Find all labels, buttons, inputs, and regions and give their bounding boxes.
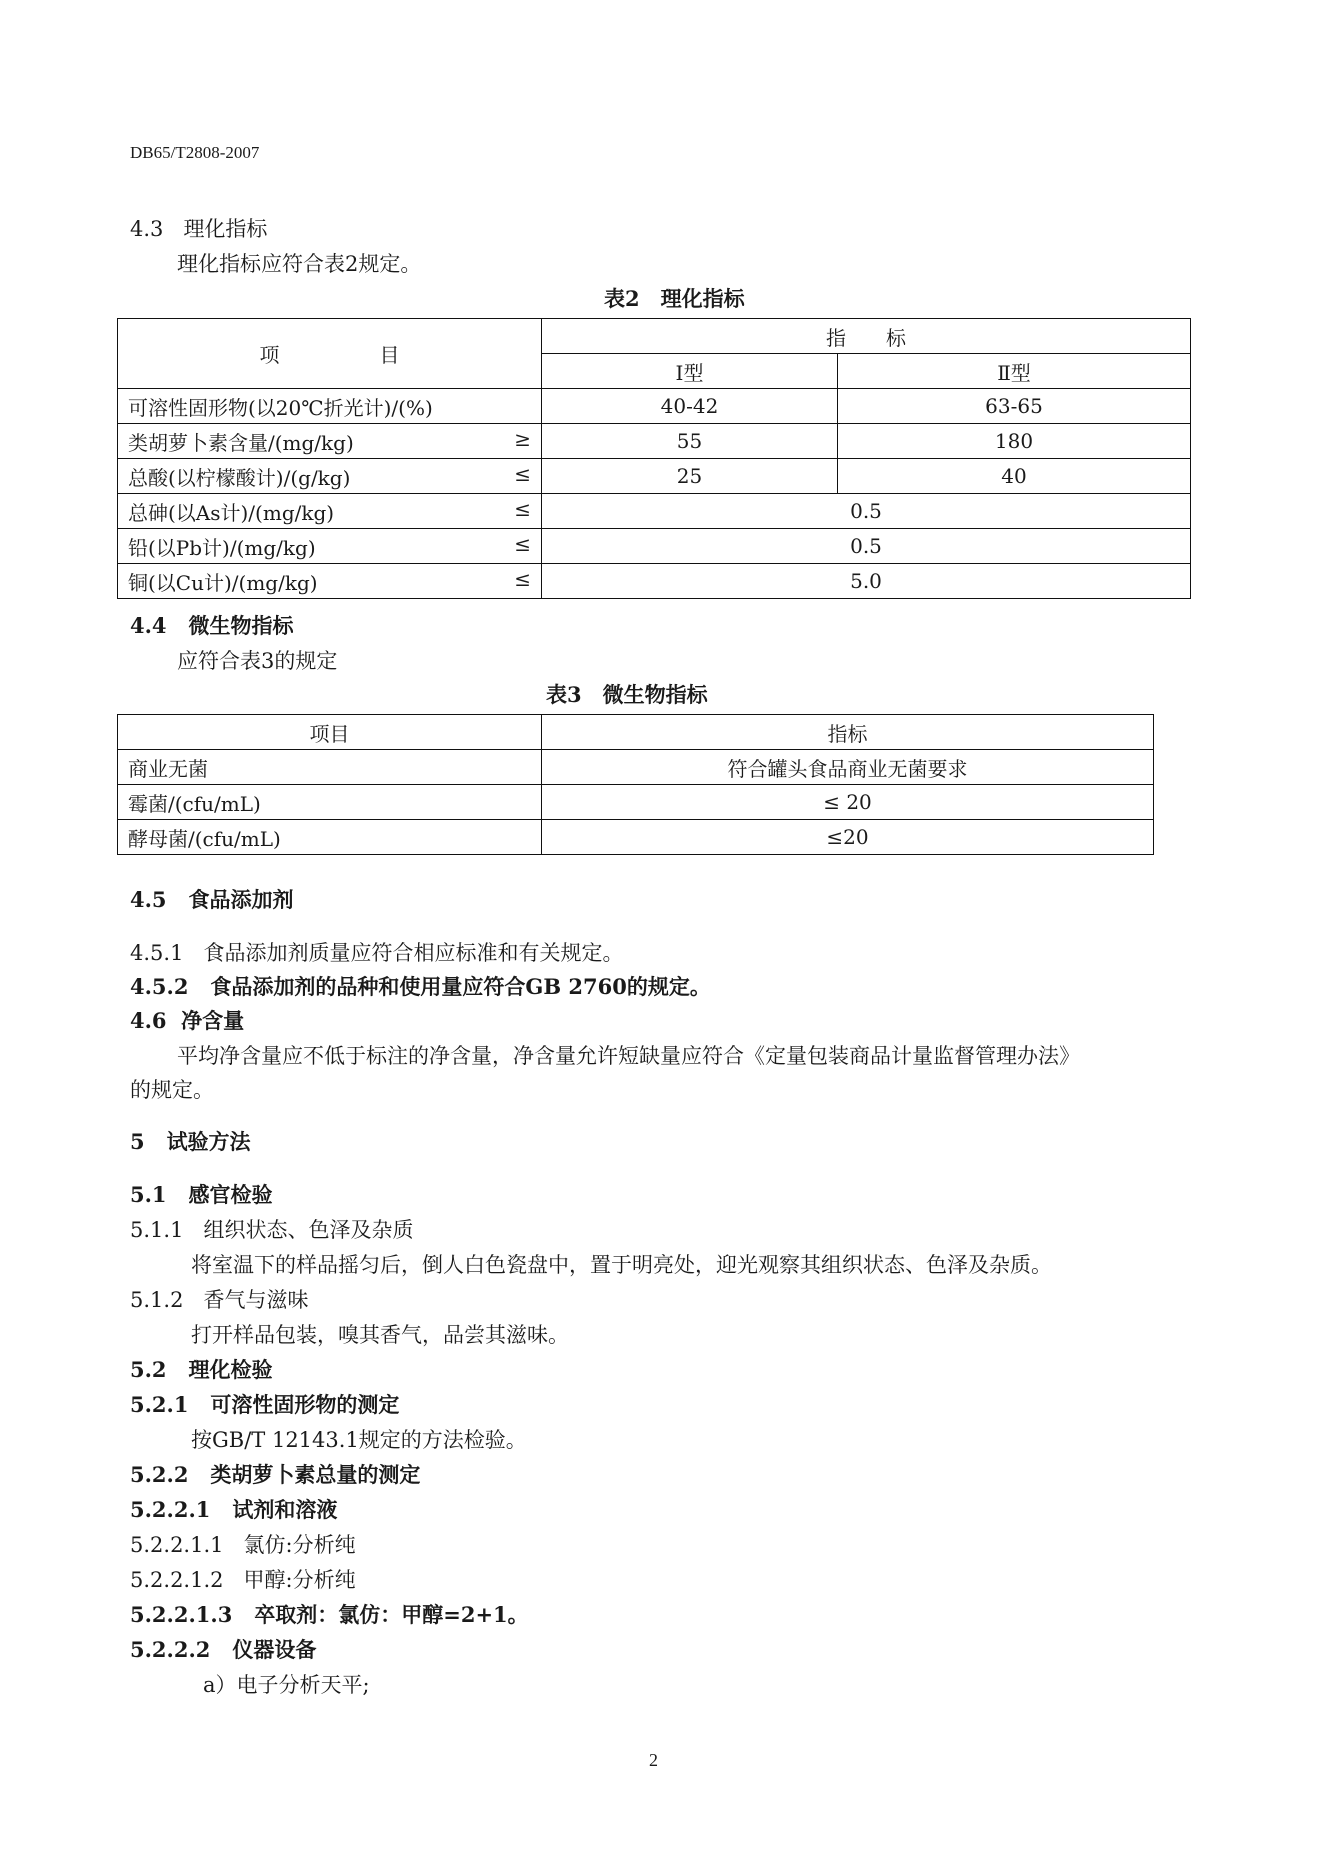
- section-5-1-2-text: 打开样品包装，嗅其香气，品尝其滋味。: [191, 1323, 569, 1347]
- section-4-4-text: 应符合表3的规定: [177, 649, 338, 673]
- section-number: 4.4: [130, 613, 167, 638]
- table3-caption: 表3 微生物指标: [546, 682, 708, 707]
- section-5-2-2-1-3: [130, 1603, 529, 1627]
- row-item: 总砷(以As计)/(mg/kg): [128, 500, 335, 525]
- row-item: 酵母菌/(cfu/mL): [118, 820, 542, 855]
- section-title: 氯仿:分析纯: [243, 1533, 356, 1557]
- table-row: [118, 529, 1191, 564]
- table-row: [118, 564, 1191, 599]
- section-number: 4.5: [130, 887, 167, 912]
- table3: [117, 714, 1154, 855]
- section-number: 4.5.1: [130, 941, 184, 965]
- section-number: 5.2.2.1.1: [130, 1533, 224, 1557]
- page-number: 2: [649, 1750, 658, 1770]
- row-item: 铜(以Cu计)/(mg/kg): [128, 570, 318, 595]
- section-title: 可溶性固形物的测定: [210, 1392, 400, 1417]
- section-5-2-1-text: 按GB/T 12143.1规定的方法检验。: [191, 1428, 527, 1452]
- section-title: 卒取剂：氯仿：甲醇=2+1。: [254, 1602, 529, 1627]
- table2-head-type1: Ⅰ型: [542, 354, 838, 389]
- section-title: 组织状态、色泽及杂质: [203, 1218, 414, 1242]
- section-number: 5.1.2: [130, 1288, 184, 1312]
- document-id: DB65/T2808-2007: [130, 143, 260, 162]
- row-value: ≤20: [542, 820, 1154, 855]
- section-number: 5.2.2.1.2: [130, 1568, 224, 1592]
- section-text: 食品添加剂质量应符合相应标准和有关规定。: [203, 941, 624, 965]
- table-row: [118, 820, 1154, 855]
- section-title: 理化检验: [188, 1357, 273, 1382]
- table2-head-item: 项 目: [118, 319, 542, 389]
- section-title: 试验方法: [166, 1129, 251, 1154]
- section-5-2-2-heading: [130, 1463, 420, 1487]
- table3-head-item: 项目: [118, 715, 542, 750]
- table2-caption: 表2 理化指标: [604, 286, 745, 311]
- section-title: 净含量: [181, 1008, 245, 1033]
- row-value-type1: 40-42: [542, 389, 838, 424]
- section-4-6-text-line2: 的规定。: [130, 1078, 214, 1102]
- row-value: ≤ 20: [542, 785, 1154, 820]
- row-value: 5.0: [542, 564, 1191, 599]
- row-value-type2: 180: [838, 424, 1191, 459]
- section-5-1-2-heading: [130, 1288, 308, 1312]
- section-number: 5.2.2.1: [130, 1497, 211, 1522]
- section-4-3-heading: [130, 217, 267, 241]
- list-item-a: a）电子分析天平;: [203, 1673, 370, 1697]
- section-5-2-2-2-heading: [130, 1638, 316, 1662]
- table2-head-type2: Ⅱ型: [838, 354, 1191, 389]
- row-symbol: ≤: [514, 566, 531, 591]
- row-symbol: ≤: [514, 461, 531, 486]
- row-item: 铅(以Pb计)/(mg/kg): [128, 535, 316, 560]
- row-item: 可溶性固形物(以20℃折光计)/(%): [128, 395, 433, 420]
- table-row: [118, 459, 1191, 494]
- section-title: 甲醇:分析纯: [243, 1568, 356, 1592]
- section-number: 5.1.1: [130, 1218, 184, 1242]
- section-5-1-1-text: 将室温下的样品摇匀后，倒人白色瓷盘中，置于明亮处，迎光观察其组织状态、色泽及杂质。: [191, 1253, 1052, 1277]
- section-number: 5.2.2: [130, 1462, 189, 1487]
- row-value-type2: 40: [838, 459, 1191, 494]
- row-item: 总酸(以柠檬酸计)/(g/kg): [128, 465, 351, 490]
- section-4-6-heading: [130, 1009, 244, 1033]
- section-4-5-1: [130, 941, 623, 965]
- table-row: [118, 750, 1154, 785]
- section-4-6-text-line1: 平均净含量应不低于标注的净含量，净含量允许短缺量应符合《定量包装商品计量监督管理办法》: [177, 1044, 1080, 1068]
- section-4-5-2: [130, 975, 711, 999]
- section-5-1-heading: [130, 1183, 272, 1207]
- section-title: 香气与滋味: [203, 1288, 309, 1312]
- section-title: 微生物指标: [188, 613, 294, 638]
- section-number: 4.6: [130, 1008, 167, 1033]
- section-title: 食品添加剂: [188, 887, 294, 912]
- section-5-1-1-heading: [130, 1218, 413, 1242]
- section-title: 类胡萝卜素总量的测定: [210, 1462, 421, 1487]
- table-row: [118, 494, 1191, 529]
- row-item: 霉菌/(cfu/mL): [118, 785, 542, 820]
- table2: [117, 318, 1191, 599]
- section-text: 食品添加剂的品种和使用量应符合GB 2760的规定。: [210, 974, 711, 999]
- section-5-2-1-heading: [130, 1393, 399, 1417]
- row-value: 0.5: [542, 529, 1191, 564]
- section-number: 5.2.2.1.3: [130, 1602, 233, 1627]
- row-value-type2: 63-65: [838, 389, 1191, 424]
- row-value: 符合罐头食品商业无菌要求: [542, 750, 1154, 785]
- section-5-2-2-1-heading: [130, 1498, 337, 1522]
- row-symbol: ≤: [514, 531, 531, 556]
- row-item: 类胡萝卜素含量/(mg/kg): [128, 430, 354, 455]
- table-row: [118, 389, 1191, 424]
- row-item: 商业无菌: [118, 750, 542, 785]
- section-title: 试剂和溶液: [232, 1497, 338, 1522]
- section-4-4-heading: [130, 614, 293, 638]
- section-number: 5.2.1: [130, 1392, 189, 1417]
- section-number: 4.3: [130, 217, 164, 241]
- row-value: 0.5: [542, 494, 1191, 529]
- section-number: 5: [130, 1129, 145, 1154]
- row-symbol: ≥: [514, 426, 531, 451]
- row-value-type1: 25: [542, 459, 838, 494]
- table2-head-index: 指 标: [542, 319, 1191, 354]
- section-number: 5.1: [130, 1182, 167, 1207]
- section-number: 5.2.2.2: [130, 1637, 211, 1662]
- row-symbol: ≤: [514, 496, 531, 521]
- section-title: 理化指标: [183, 217, 268, 241]
- section-title: 仪器设备: [232, 1637, 317, 1662]
- section-4-5-heading: [130, 888, 293, 912]
- section-5-2-heading: [130, 1358, 272, 1382]
- row-value-type1: 55: [542, 424, 838, 459]
- table-row: [118, 424, 1191, 459]
- section-5-heading: [130, 1130, 251, 1154]
- table-row: [118, 785, 1154, 820]
- section-number: 5.2: [130, 1357, 167, 1382]
- section-title: 感官检验: [188, 1182, 273, 1207]
- section-5-2-2-1-2: [130, 1568, 356, 1592]
- section-number: 4.5.2: [130, 974, 189, 999]
- table3-head-index: 指标: [542, 715, 1154, 750]
- section-5-2-2-1-1: [130, 1533, 356, 1557]
- section-4-3-text: 理化指标应符合表2规定。: [177, 252, 422, 276]
